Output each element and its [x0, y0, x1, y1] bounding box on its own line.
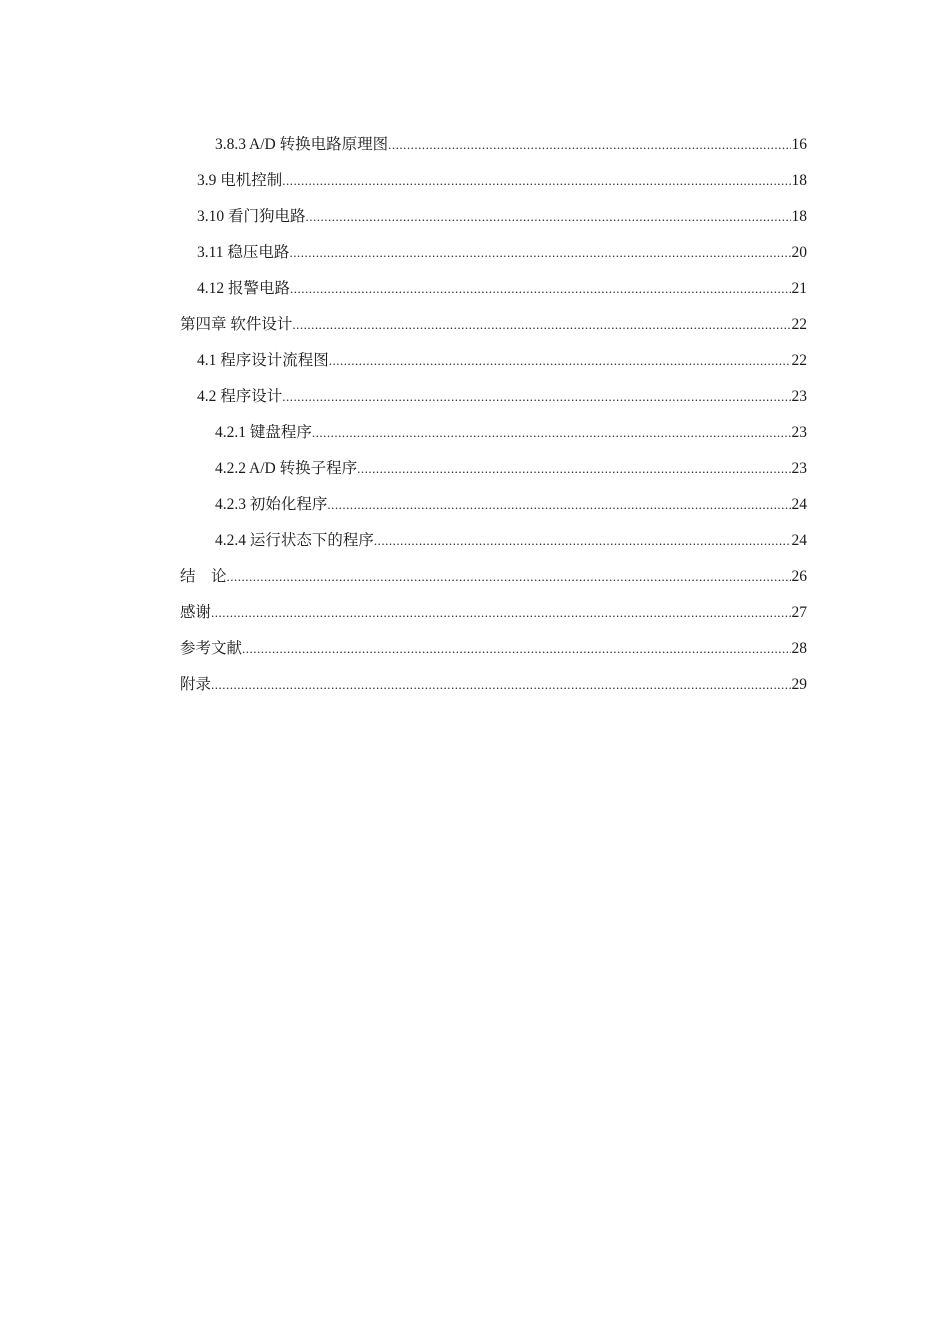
toc-entry-3-11[interactable]	[180, 235, 807, 271]
toc-dot-leader	[306, 199, 791, 235]
toc-entry-title: 4.2 程序设计	[197, 388, 283, 405]
toc-entry-page: 22	[791, 352, 807, 369]
toc-entry-4-2[interactable]	[180, 379, 807, 415]
toc-entry-page: 16	[791, 136, 807, 153]
toc-entry-title: 参考文献	[180, 640, 243, 657]
toc-dot-leader	[282, 379, 790, 415]
toc-entry-page: 27	[791, 604, 807, 621]
toc-entry-title: 3.10 看门狗电路	[197, 208, 306, 225]
toc-entry-page: 18	[791, 208, 807, 225]
toc-entry-title: 4.1 程序设计流程图	[197, 352, 329, 369]
toc-entry-page: 18	[791, 172, 807, 189]
toc-entry-acknowledgements[interactable]	[180, 595, 807, 631]
toc-dot-leader	[292, 307, 790, 343]
toc-entry-title: 3.8.3 A/D 转换电路原理图	[215, 136, 389, 153]
toc-entry-title: 4.2.3 初始化程序	[215, 496, 328, 513]
toc-entry-4-2-4[interactable]	[180, 523, 807, 559]
toc-dot-leader	[290, 271, 790, 307]
table-of-contents	[180, 127, 807, 703]
toc-entry-4-1[interactable]	[180, 343, 807, 379]
toc-dot-leader	[242, 631, 790, 667]
toc-entry-appendix[interactable]	[180, 667, 807, 703]
toc-entry-title: 4.2.1 键盘程序	[215, 424, 312, 441]
toc-entry-conclusion[interactable]	[180, 559, 807, 595]
toc-dot-leader	[211, 595, 790, 631]
toc-entry-4-2-1[interactable]	[180, 415, 807, 451]
toc-entry-3-9[interactable]	[180, 163, 807, 199]
toc-entry-page: 26	[791, 568, 807, 585]
toc-entry-title: 第四章 软件设计	[180, 316, 293, 333]
toc-dot-leader	[374, 523, 791, 559]
toc-entry-title: 3.9 电机控制	[197, 172, 283, 189]
toc-entry-4-2-2[interactable]	[180, 451, 807, 487]
toc-entry-title: 3.11 稳压电路	[197, 244, 290, 261]
toc-dot-leader	[312, 415, 791, 451]
toc-dot-leader	[282, 163, 790, 199]
toc-entry-page: 23	[791, 460, 807, 477]
toc-entry-title: 结 论	[180, 568, 227, 585]
toc-entry-title: 感谢	[180, 604, 212, 621]
toc-entry-title: 4.2.2 A/D 转换子程序	[215, 460, 358, 477]
toc-dot-leader	[289, 235, 790, 271]
toc-entry-page: 22	[791, 316, 807, 333]
toc-entry-page: 29	[791, 676, 807, 693]
toc-dot-leader	[357, 451, 790, 487]
toc-entry-page: 20	[791, 244, 807, 261]
toc-entry-page: 23	[791, 424, 807, 441]
toc-dot-leader	[211, 667, 790, 703]
toc-dot-leader	[329, 343, 791, 379]
toc-entry-page: 23	[791, 388, 807, 405]
toc-dot-leader	[388, 127, 790, 163]
toc-entry-chapter-4[interactable]	[180, 307, 807, 343]
toc-entry-title: 4.2.4 运行状态下的程序	[215, 532, 374, 549]
toc-entry-4-12[interactable]	[180, 271, 807, 307]
toc-entry-references[interactable]	[180, 631, 807, 667]
toc-entry-page: 21	[791, 280, 807, 297]
toc-entry-3-8-3[interactable]	[180, 127, 807, 163]
toc-entry-title: 4.12 报警电路	[197, 280, 291, 297]
toc-entry-page: 28	[791, 640, 807, 657]
toc-entry-title: 附录	[180, 676, 212, 693]
toc-entry-page: 24	[791, 496, 807, 513]
toc-entry-4-2-3[interactable]	[180, 487, 807, 523]
toc-entry-page: 24	[791, 532, 807, 549]
toc-dot-leader	[227, 559, 791, 595]
toc-entry-3-10[interactable]	[180, 199, 807, 235]
toc-dot-leader	[327, 487, 790, 523]
